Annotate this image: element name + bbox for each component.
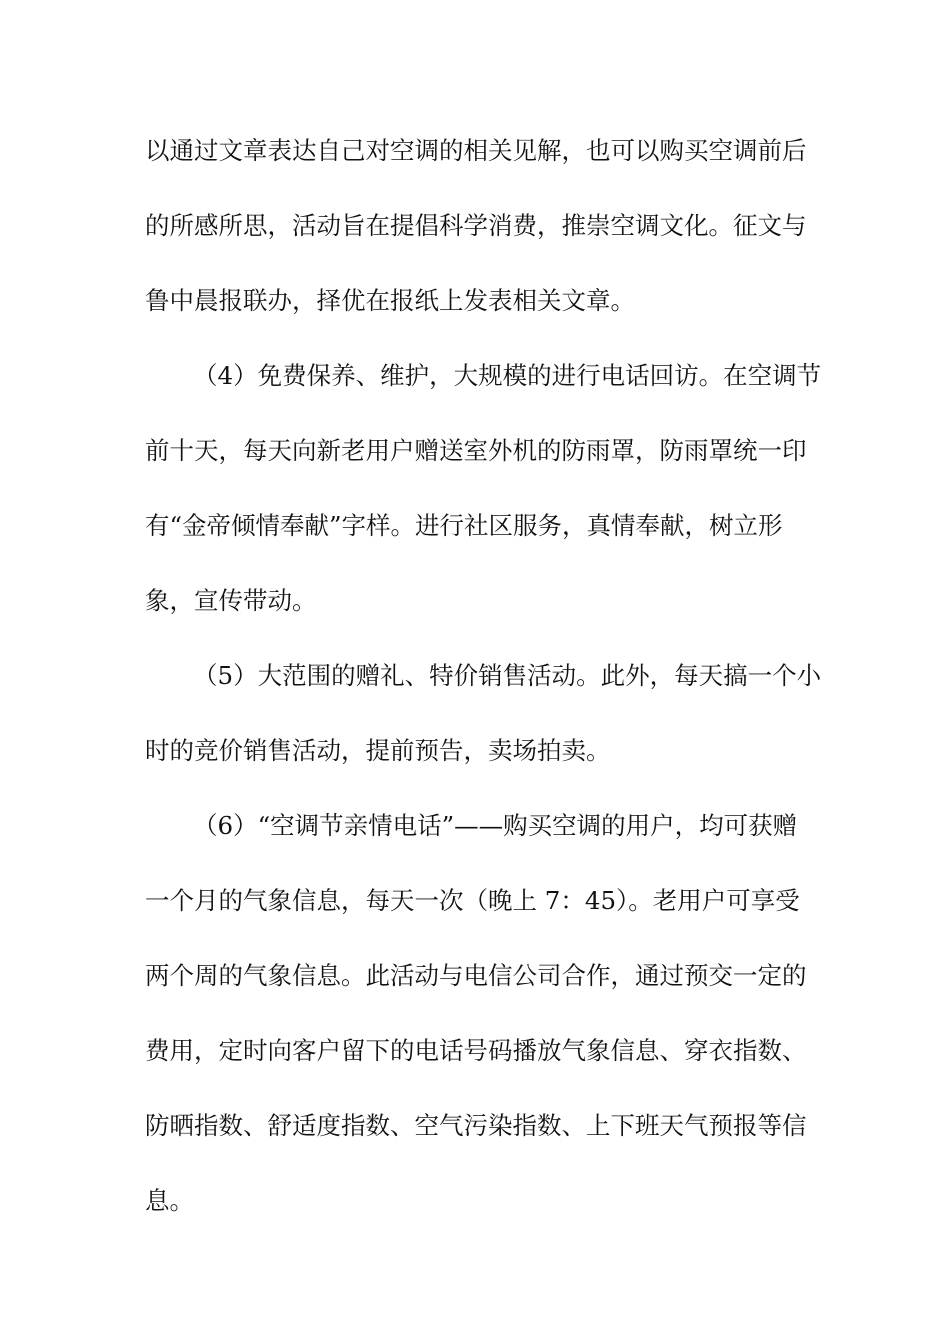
text-line: 息。 bbox=[145, 1186, 194, 1215]
text-line: 防晒指数、舒适度指数、空气污染指数、上下班天气预报等信 bbox=[145, 1111, 807, 1140]
text-line: 时的竞价销售活动，提前预告，卖场拍卖。 bbox=[145, 736, 611, 765]
text-line: 两个周的气象信息。此活动与电信公司合作，通过预交一定的 bbox=[145, 961, 807, 990]
text-line: 鲁中晨报联办，择优在报纸上发表相关文章。 bbox=[145, 286, 635, 315]
text-line: 的所感所思，活动旨在提倡科学消费，推崇空调文化。征文与 bbox=[145, 211, 807, 240]
paragraph-6-start: （6）“空调节亲情电话”——购买空调的用户，均可获赠 bbox=[193, 811, 798, 840]
text-line: 前十天，每天向新老用户赠送室外机的防雨罩，防雨罩统一印 bbox=[145, 436, 807, 465]
text-line: 一个月的气象信息，每天一次（晚上 7：45）。老用户可享受 bbox=[145, 886, 800, 915]
paragraph-5-start: （5）大范围的赠礼、特价销售活动。此外，每天搞一个小 bbox=[193, 661, 822, 690]
text-line: 以通过文章表达自己对空调的相关见解，也可以购买空调前后 bbox=[145, 136, 807, 165]
paragraph-4-start: （4）免费保养、维护，大规模的进行电话回访。在空调节 bbox=[193, 361, 822, 390]
text-line: 有“金帝倾情奉献”字样。进行社区服务，真情奉献，树立形 bbox=[145, 511, 783, 540]
text-line: 象，宣传带动。 bbox=[145, 586, 317, 615]
text-line: 费用，定时向客户留下的电话号码播放气象信息、穿衣指数、 bbox=[145, 1036, 807, 1065]
